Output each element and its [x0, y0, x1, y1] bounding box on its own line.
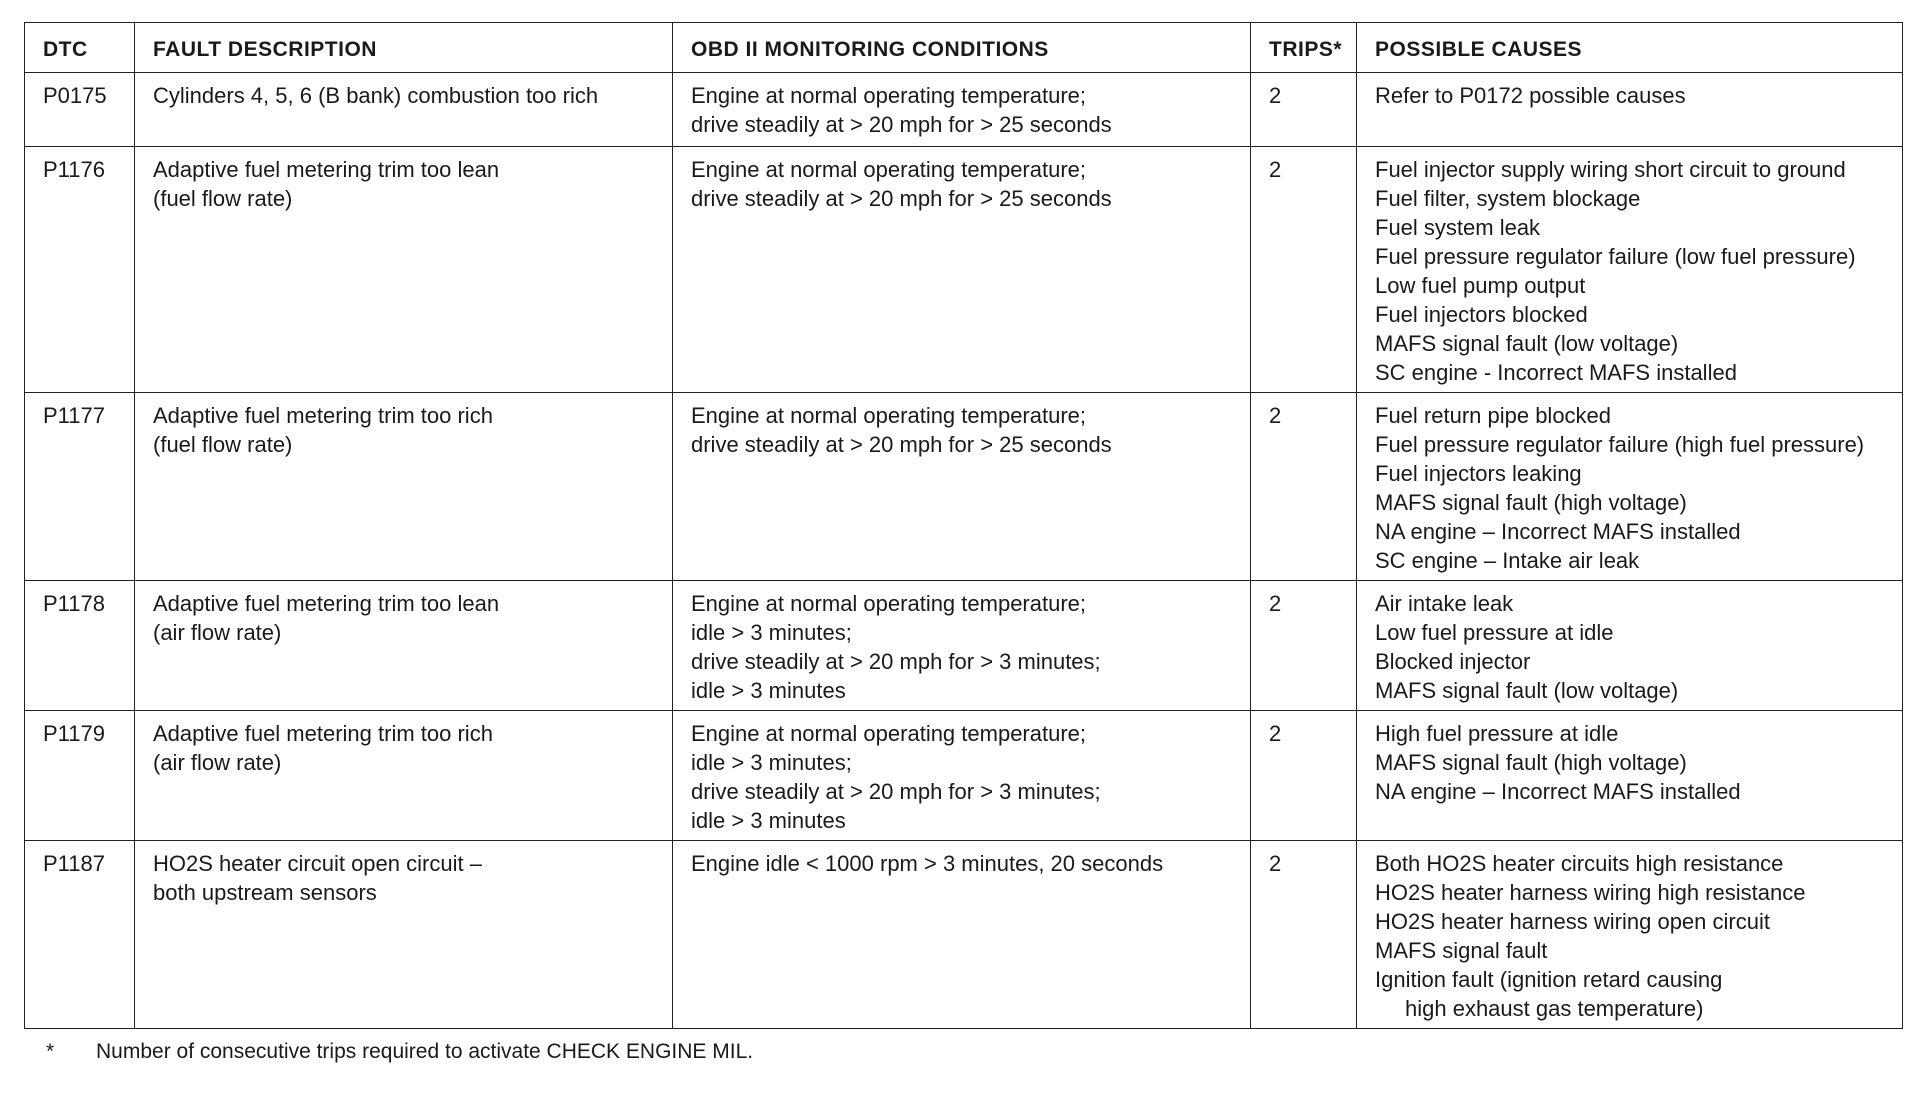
cause-line: Fuel system leak: [1375, 215, 1541, 240]
condition-line: drive steadily at > 20 mph for > 3 minutes;: [691, 649, 1101, 674]
condition-line: idle > 3 minutes: [691, 678, 846, 703]
cause-line: NA engine – Incorrect MAFS installed: [1375, 779, 1741, 804]
possible-causes-cell: [1357, 147, 1903, 393]
trips-cell: 2: [1251, 711, 1357, 841]
monitoring-conditions-cell: [673, 393, 1251, 581]
condition-line: drive steadily at > 20 mph for > 25 seconds: [691, 432, 1112, 457]
fault-line: both upstream sensors: [153, 880, 377, 905]
fault-description-cell: [135, 73, 673, 147]
cause-line: SC engine - Incorrect MAFS installed: [1375, 360, 1737, 385]
cause-line: NA engine – Incorrect MAFS installed: [1375, 519, 1741, 544]
fault-line: (fuel flow rate): [153, 432, 293, 457]
condition-line: drive steadily at > 20 mph for > 25 seconds: [691, 186, 1112, 211]
dtc-code-cell: P1187: [25, 841, 135, 1029]
cause-line: Fuel return pipe blocked: [1375, 403, 1612, 428]
fault-line: Adaptive fuel metering trim too lean: [153, 591, 500, 616]
dtc-document: [24, 22, 1902, 1029]
cause-line: SC engine – Intake air leak: [1375, 548, 1640, 573]
cause-line: MAFS signal fault: [1375, 938, 1548, 963]
fault-description-cell: [135, 711, 673, 841]
cause-line: high exhaust gas temperature): [1405, 996, 1704, 1021]
table-row: [25, 711, 1903, 841]
possible-causes-cell: [1357, 711, 1903, 841]
condition-line: Engine at normal operating temperature;: [691, 83, 1087, 108]
trips-cell: 2: [1251, 841, 1357, 1029]
table-row: [25, 73, 1903, 147]
header-fault-description: FAULT DESCRIPTION: [135, 23, 673, 73]
cause-line: MAFS signal fault (high voltage): [1375, 490, 1687, 515]
header-dtc: DTC: [25, 23, 135, 73]
trips-cell: 2: [1251, 581, 1357, 711]
fault-description-cell: [135, 393, 673, 581]
monitoring-conditions-cell: [673, 841, 1251, 1029]
cause-line: Low fuel pressure at idle: [1375, 620, 1614, 645]
trips-cell: 2: [1251, 73, 1357, 147]
monitoring-conditions-cell: [673, 711, 1251, 841]
possible-causes-cell: [1357, 73, 1903, 147]
footnote-text: Number of consecutive trips required to activate CHECK ENGINE MIL.: [96, 1040, 754, 1063]
table-row: [25, 581, 1903, 711]
dtc-code-cell: P1179: [25, 711, 135, 841]
cause-line: Fuel injector supply wiring short circuit to ground: [1375, 157, 1846, 182]
condition-line: idle > 3 minutes;: [691, 620, 852, 645]
possible-causes-cell: [1357, 841, 1903, 1029]
table-row: [25, 841, 1903, 1029]
cause-line: HO2S heater harness wiring open circuit: [1375, 909, 1770, 934]
fault-line: Adaptive fuel metering trim too rich: [153, 403, 493, 428]
cause-line: Fuel injectors blocked: [1375, 302, 1588, 327]
condition-line: Engine at normal operating temperature;: [691, 403, 1087, 428]
dtc-code-cell: P0175: [25, 73, 135, 147]
footnote: [46, 1040, 753, 1064]
header-possible-causes: POSSIBLE CAUSES: [1357, 23, 1903, 73]
condition-line: Engine at normal operating temperature;: [691, 157, 1087, 182]
table-row: [25, 393, 1903, 581]
cause-line: HO2S heater harness wiring high resistance: [1375, 880, 1806, 905]
condition-line: Engine at normal operating temperature;: [691, 721, 1087, 746]
footnote-mark: *: [46, 1040, 55, 1063]
dtc-code-cell: P1177: [25, 393, 135, 581]
fault-line: Adaptive fuel metering trim too lean: [153, 157, 500, 182]
dtc-code-cell: P1176: [25, 147, 135, 393]
header-monitoring-conditions: OBD II MONITORING CONDITIONS: [673, 23, 1251, 73]
trips-cell: 2: [1251, 393, 1357, 581]
cause-line: Low fuel pump output: [1375, 273, 1586, 298]
fault-description-cell: [135, 581, 673, 711]
cause-line: MAFS signal fault (high voltage): [1375, 750, 1687, 775]
possible-causes-cell: [1357, 393, 1903, 581]
dtc-table: [24, 22, 1903, 1029]
condition-line: Engine at normal operating temperature;: [691, 591, 1087, 616]
fault-line: (fuel flow rate): [153, 186, 293, 211]
possible-causes-cell: [1357, 581, 1903, 711]
cause-line: Fuel filter, system blockage: [1375, 186, 1641, 211]
condition-line: Engine idle < 1000 rpm > 3 minutes, 20 seconds: [691, 851, 1164, 876]
cause-line: Refer to P0172 possible causes: [1375, 83, 1686, 108]
cause-line: MAFS signal fault (low voltage): [1375, 678, 1679, 703]
cause-line: Blocked injector: [1375, 649, 1531, 674]
fault-line: Adaptive fuel metering trim too rich: [153, 721, 493, 746]
cause-line: Ignition fault (ignition retard causing: [1375, 967, 1723, 992]
cause-line: Fuel pressure regulator failure (high fuel pressure): [1375, 432, 1865, 457]
condition-line: drive steadily at > 20 mph for > 25 seconds: [691, 112, 1112, 137]
condition-line: drive steadily at > 20 mph for > 3 minutes;: [691, 779, 1101, 804]
monitoring-conditions-cell: [673, 73, 1251, 147]
cause-line: Fuel pressure regulator failure (low fuel pressure): [1375, 244, 1856, 269]
header-row: [25, 23, 1903, 73]
fault-description-cell: [135, 147, 673, 393]
cause-line: Air intake leak: [1375, 591, 1514, 616]
dtc-code-cell: P1178: [25, 581, 135, 711]
fault-line: (air flow rate): [153, 620, 282, 645]
fault-description-cell: [135, 841, 673, 1029]
cause-line: High fuel pressure at idle: [1375, 721, 1619, 746]
monitoring-conditions-cell: [673, 147, 1251, 393]
monitoring-conditions-cell: [673, 581, 1251, 711]
fault-line: Cylinders 4, 5, 6 (B bank) combustion too rich: [153, 83, 599, 108]
cause-line: Fuel injectors leaking: [1375, 461, 1582, 486]
fault-line: HO2S heater circuit open circuit –: [153, 851, 482, 876]
header-trips: TRIPS*: [1251, 23, 1357, 73]
condition-line: idle > 3 minutes: [691, 808, 846, 833]
cause-line: MAFS signal fault (low voltage): [1375, 331, 1679, 356]
cause-line: Both HO2S heater circuits high resistance: [1375, 851, 1784, 876]
trips-cell: 2: [1251, 147, 1357, 393]
fault-line: (air flow rate): [153, 750, 282, 775]
table-row: [25, 147, 1903, 393]
condition-line: idle > 3 minutes;: [691, 750, 852, 775]
